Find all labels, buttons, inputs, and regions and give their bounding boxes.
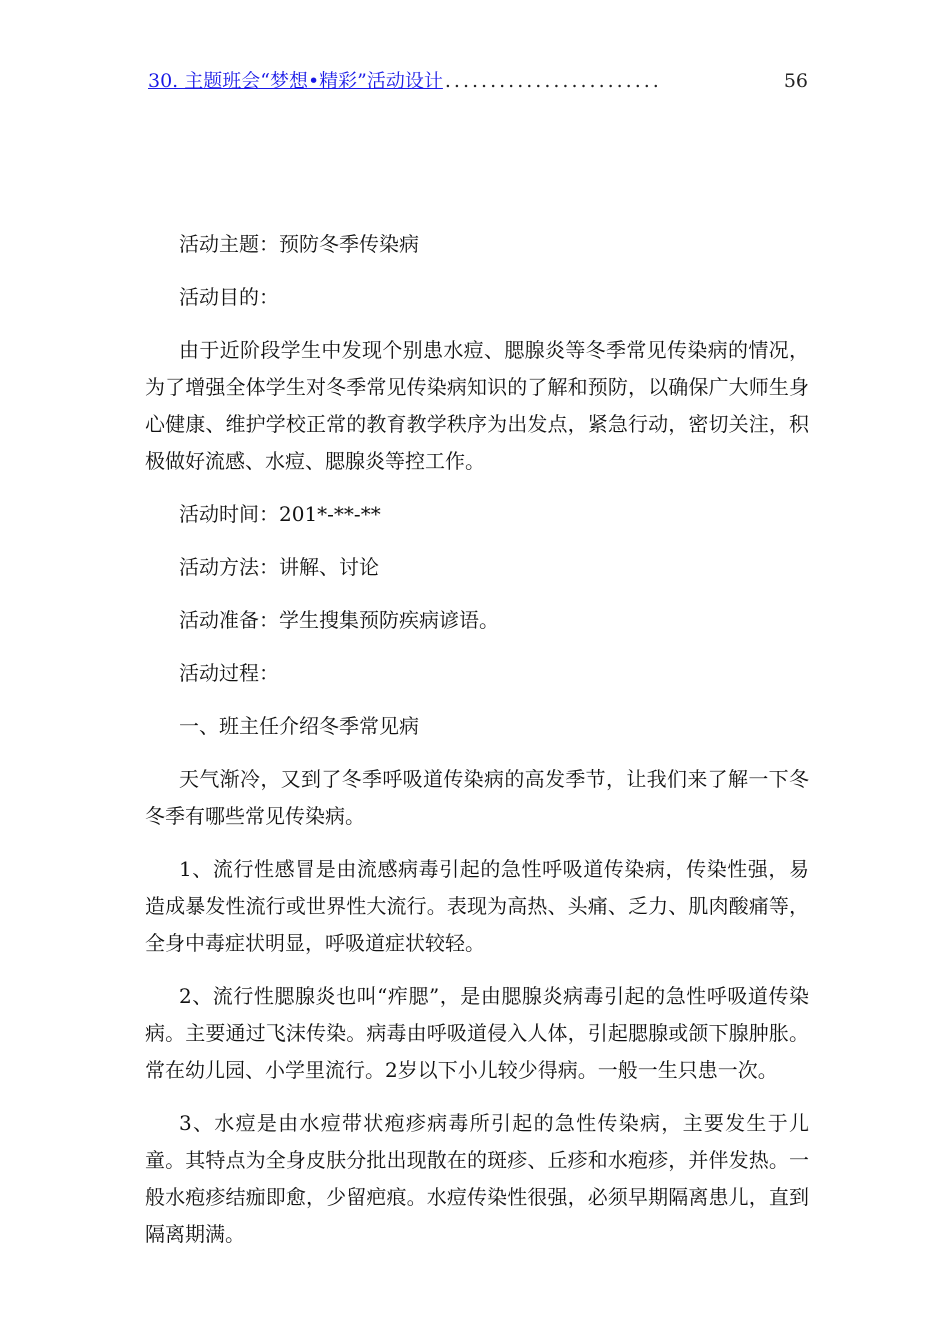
activity-theme: 活动主题：预防冬季传染病 bbox=[179, 232, 419, 256]
activity-time: 活动时间：201*-**-** bbox=[179, 502, 381, 526]
disease-item-influenza: 1、流行性感冒是由流感病毒引起的急性呼吸道传染病，传染性强，易造成暴发性流行或世界性大流行。表现为高热、头痛、乏力、肌肉酸痛等，全身中毒症状明显，呼吸道症状较轻。 bbox=[145, 857, 809, 955]
disease-item-mumps: 2、流行性腮腺炎也叫“痄腮”，是由腮腺炎病毒引起的急性呼吸道传染病。主要通过飞沫传染。病毒由呼吸道侵入人体，引起腮腺或颌下腺肿胀。常在幼儿园、小学里流行。2岁以下小儿较少得病。一般一生只患一次。 bbox=[145, 984, 809, 1082]
activity-purpose-label: 活动目的： bbox=[179, 285, 279, 309]
activity-process-label: 活动过程： bbox=[179, 661, 279, 685]
toc-leader-dots: ........................ bbox=[444, 70, 662, 92]
toc-page-number: 56 bbox=[783, 70, 808, 92]
toc-entry bbox=[148, 66, 808, 96]
activity-method: 活动方法：讲解、讨论 bbox=[179, 555, 379, 579]
disease-item-chickenpox: 3、水痘是由水痘带状疱疹病毒所引起的急性传染病，主要发生于儿童。其特点为全身皮肤分批出现散在的斑疹、丘疹和水疱疹，并伴发热。一般水疱疹结痂即愈，少留疤痕。水痘传染性很强，必须早期隔离患儿，直到隔离期满。 bbox=[145, 1111, 809, 1246]
intro-paragraph: 天气渐冷，又到了冬季呼吸道传染病的高发季节，让我们来了解一下冬冬季有哪些常见传染病。 bbox=[145, 767, 809, 828]
activity-purpose-text: 由于近阶段学生中发现个别患水痘、腮腺炎等冬季常见传染病的情况，为了增强全体学生对冬季常见传染病知识的了解和预防，以确保广大师生身心健康、维护学校正常的教育教学秩序为出发点，紧急行动，密切关注，积极做好流感、水痘、腮腺炎等控工作。 bbox=[145, 338, 809, 473]
toc-link[interactable]: 30. 主题班会“梦想•精彩”活动设计 bbox=[148, 70, 443, 92]
section-heading-one: 一、班主任介绍冬季常见病 bbox=[179, 714, 419, 738]
activity-preparation: 活动准备：学生搜集预防疾病谚语。 bbox=[179, 608, 499, 632]
document-body bbox=[145, 226, 809, 1269]
